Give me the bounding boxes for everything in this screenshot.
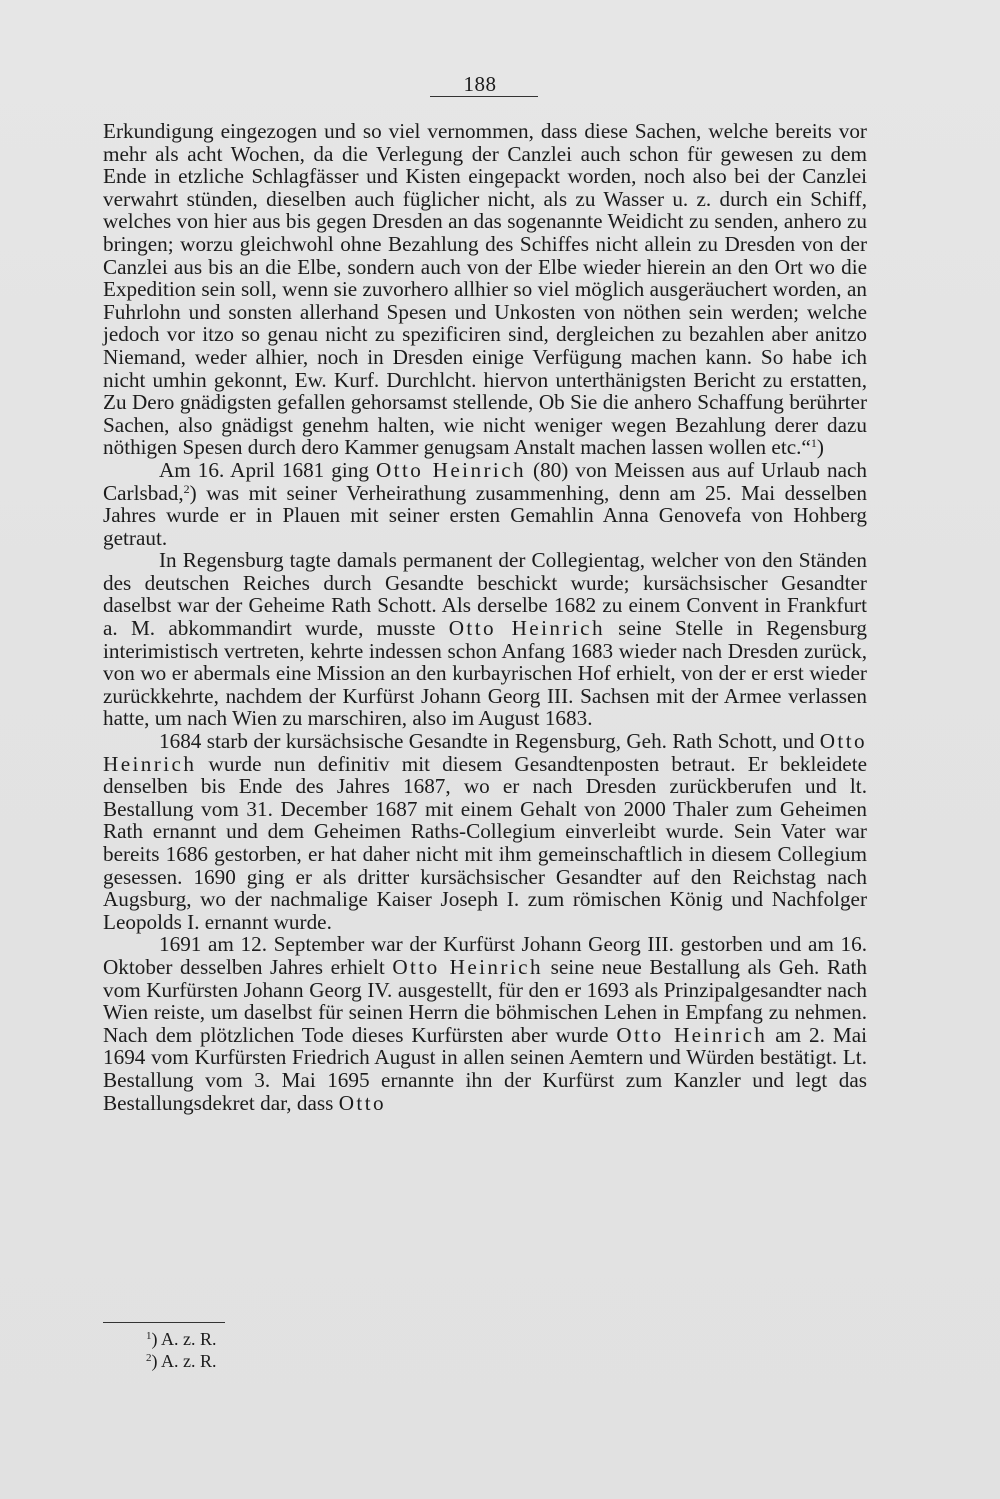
text-run: 1684 starb der kursächsische Gesandte in Regensburg, Geh. Rath Schott, und <box>159 729 820 754</box>
spaced-name: Otto Heinrich <box>616 1022 768 1047</box>
paragraph <box>103 120 867 459</box>
spaced-name: Otto Heinrich <box>392 954 543 979</box>
page-number: 188 <box>463 72 497 96</box>
footnote-mark: 2 <box>146 1352 152 1364</box>
text-run: ) <box>816 435 824 460</box>
footnote-text: ) A. z. R. <box>151 1329 217 1349</box>
text-run: ) was mit seiner Verheirathung zusammenhing, denn am 25. Mai desselben Jahres wurde er in Plauen mit seiner ersten Gemahlin Anna Genovefa von Hohberg getraut. <box>103 480 867 550</box>
footnote-mark: 1 <box>146 1330 152 1342</box>
text-run: (80) von Meissen aus auf Urlaub nach Carlsbad, <box>103 457 868 505</box>
footnote <box>146 1350 217 1372</box>
text-run: In Regensburg tagte damals permanent der Collegientag, welcher von den Ständen des deutschen Reiches durch Gesandte beschickt wurde; kursächsischer Gesandter daselbst war der Geheime Rath Schott. Als derselbe 1682 zu einem Convent in Frankfurt a. M. abkommandirt wurde, musste <box>103 548 867 641</box>
footnote-separator <box>103 1322 225 1323</box>
spaced-name: Otto Heinrich <box>448 616 605 641</box>
footnotes <box>146 1328 217 1372</box>
text-run: seine neue Bestallung als Geh. Rath vom Kurfürsten Johann Georg IV. ausgestellt, für den er 1693 als Prinzipalgesandter nach Wien reiste, um daselbst für seinen Herrn die böhmischen Lehen in Empfang zu nehmen. Nach dem plötzlichen Tode dieses Kurfürsten aber wurde <box>103 954 867 1047</box>
spaced-name: Otto <box>338 1090 386 1115</box>
text-run: am 2. Mai 1694 vom Kurfürsten Friedrich August in allen seinen Aemtern und Würden bestätigt. Lt. Bestallung vom 3. Mai 1695 ernannte ihn der Kurfürst zum Kanzler und legt das Bestallungsdekret dar, dass <box>103 1022 867 1115</box>
footnote-reference: 2 <box>183 481 190 496</box>
spaced-name: Otto Heinrich <box>103 729 867 776</box>
text-run: Erkundigung eingezogen und so viel vernommen, dass diese Sachen, welche bereits vor mehr als acht Wochen, da die Verlegung der Canzlei auch schon für gewesen zu dem Ende in etzliche Schlagfässer und Kisten eingepackt worden, noch also bei der Canzlei verwahrt stünden, dieselben auch füglicher nicht, als zu Wasser u. z. durch ein Schiff, welches von hier aus bis gegen Dresden an das sogenannte Weidicht zu senden, anhero zu bringen; worzu gleichwohl ohne Bezahlung des Schiffes nicht allein zu Dresden von der Canzlei aus bis an die Elbe, sondern auch von der Elbe wieder hierein an den Ort wo die Expedition sein soll, wenn sie zuvorhero allhier so viel möglich ausgeräuchert worden, an Fuhrlohn und sonsten allerhand Spesen und Unkosten von nöthen sein werden; welche jedoch vor itzo so genau nicht zu spezificiren sind, dergleichen zu bezahlen aber anitzo Niemand, weder alhier, noch in Dresden einige Verfügung machen kann. So habe ich nicht umhin gekonnt, Ew. Kurf. Durchlcht. hiervon unterthänigsten Bericht zu erstatten, Zu Dero gnädigsten gefallen gehorsamst stellende, Ob Sie die anhero Schaffung berührter Sachen, also gnädigst genehm halten, wie nicht weniger wegen Bezahlung derer dazu nöthigen Spesen durch dero Kammer genugsam Anstalt machen lassen wollen etc.“ <box>103 119 867 460</box>
footnote-reference: 1 <box>810 436 817 451</box>
paragraph <box>103 730 867 933</box>
spaced-name: Otto Heinrich <box>375 457 527 482</box>
paragraph <box>103 933 867 1114</box>
text-run: seine Stelle in Regensburg interimistisch vertreten, kehrte indessen schon Anfang 1683 wieder nach Dresden zurück, von wo er abermals eine Mission an den kurbayrischen Hof erhielt, von der er erst wieder zurückkehrte, nachdem der Kurfürst Johann Georg III. Sachsen mit der Armee verlassen hatte, um nach Wien zu marschiren, also im August 1683. <box>103 616 867 731</box>
footnote <box>146 1328 217 1350</box>
page-number-rule <box>430 96 538 97</box>
text-run: 1691 am 12. September war der Kurfürst Johann Georg III. gestorben und am 16. Oktober desselben Jahres erhielt <box>103 932 867 979</box>
text-run: Am 16. April 1681 ging <box>159 457 376 482</box>
body-text <box>103 120 867 1114</box>
paragraph <box>103 549 867 730</box>
text-run: wurde nun definitiv mit diesem Gesandtenposten betraut. Er bekleidete denselben bis Ende des Jahres 1687, wo er nach Dresden zurückberufen und lt. Bestallung vom 31. December 1687 mit einem Gehalt von 2000 Thaler zum Geheimen Rath ernannt und dem Geheimen Raths-Collegium einverleibt wurde. Sein Vater war bereits 1686 gestorben, er hat daher nicht mit ihm gemeinschaftlich in diesem Collegium gesessen. 1690 ging er als dritter kursächsischer Gesandter auf den Reichstag nach Augsburg, wo der nachmalige Kaiser Joseph I. zum römischen König und Nachfolger Leopolds I. ernannt wurde. <box>103 751 867 934</box>
paragraph <box>103 459 867 549</box>
footnote-text: ) A. z. R. <box>151 1351 217 1371</box>
